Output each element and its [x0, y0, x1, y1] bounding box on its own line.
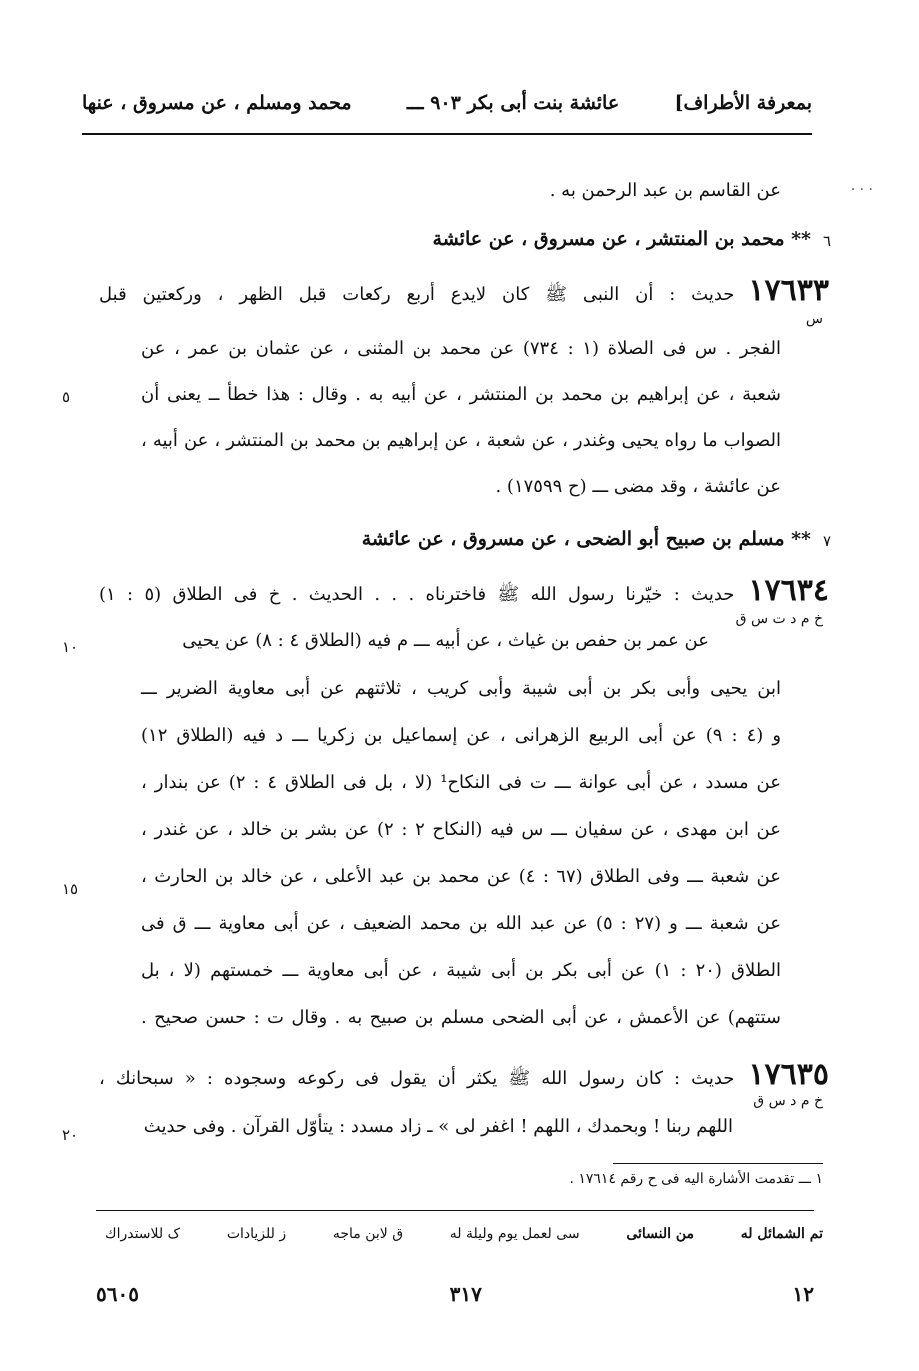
header-rule [82, 133, 812, 135]
text-line-1: عن القاسم بن عبد الرحمن به . [549, 180, 781, 201]
legend-item: سى لعمل يوم وليلة له [449, 1226, 580, 1242]
line-number-20: ٢٠ [62, 1126, 79, 1144]
header-middle: عائشة بنت أبى بكر ٩٠٣ ـــ [406, 92, 620, 114]
page-footer [96, 1282, 814, 1306]
text-line-12: عن شعبة ـــ و (٢٧ : ٥) عن عبد الله بن محمد الضعيف ، عن أبى معاوية ـــ ق فى [141, 913, 781, 934]
header-right: بمعرفة الأطراف] [674, 92, 812, 114]
hadith-text: حديث : كان رسول الله ﷺ يكثر أن يقول فى ركوعه وسجوده : « سبحانك ، [99, 1068, 735, 1089]
sigla-17633: س [805, 311, 823, 327]
footnote: ١ ـــ تقدمت الأشارة اليه فى ح رقم ١٧٦١٤ . [569, 1171, 823, 1187]
text-line-3: شعبة ، عن إبراهيم بن محمد بن المنتشر ، عن أبيه به . وقال : هذا خطأ ــ يعنى أن [141, 384, 781, 405]
section-number-6: ٦ [822, 232, 831, 250]
line-number-5: ٥ [62, 388, 71, 406]
text-line-13: الطلاق (٢٠ : ١) عن أبى بكر بن أبى شيبة ، عن أبى معاوية ـــ خمستهم (لا ، بل [141, 960, 782, 981]
text-line-8: و (٤ : ٩) عن أبى الربيع الزهرانى ، عن إسماعيل بن زكريا ـــ د فيه (الطلاق ١٢) [141, 725, 782, 746]
hadith-number: ١٧٦٣٣ [748, 273, 829, 308]
header-left: محمد ومسلم ، عن مسروق ، عنها [82, 92, 352, 114]
abbreviation-legend [105, 1226, 823, 1242]
sigla-17635: خ م د س ق [753, 1093, 823, 1109]
legend-item: ک للاستدراك [105, 1226, 181, 1242]
text-line-15: اللهم ربنا ! وبحمدك ، اللهم ! اغفر لى » ـ زاد مسدد : يتأوّل القرآن . وفى حديث [143, 1116, 733, 1137]
sigla-17634: خ م د ت س ق [735, 611, 823, 627]
text-line-2: الفجر . س فى الصلاة (١ : ٧٣٤) عن محمد بن المثنى ، عن عثمان بن عمر ، عن [141, 338, 781, 359]
footnote-rule [613, 1163, 823, 1164]
text-line-10: عن ابن مهدى ، عن سفيان ـــ س فيه (النكاح ٢ : ٢) عن بشر بن خالد ، عن غندر ، [141, 819, 782, 840]
line-number-15: ١٥ [62, 880, 79, 898]
hadith-text: حديث : خيّرنا رسول الله ﷺ فاخترناه . . . الحديث . خ فى الطلاق (٥ : ١) [99, 584, 735, 605]
hadith-text: حديث : أن النبى ﷺ كان لايدع أربع ركعات قبل الظهر ، وركعتين قبل [99, 284, 735, 305]
hadith-17634 [99, 573, 829, 608]
legend-rule [96, 1210, 814, 1211]
hadith-17635 [99, 1057, 829, 1092]
legend-item: تم الشمائل له [740, 1226, 823, 1242]
hadith-number: ١٧٦٣٥ [748, 1057, 829, 1092]
section-heading-7: ** مسلم بن صبيح أبو الضحى ، عن مسروق ، عن عائشة [361, 528, 811, 550]
text-line-5: عن عائشة ، وقد مضى ـــ (ح ١٧٥٩٩) . [495, 476, 781, 497]
text-line-7: ابن يحيى وأبى بكر بن أبى شيبة وأبى كريب ، ثلاثتهم عن أبى معاوية الضرير ـــ [141, 678, 781, 699]
legend-item: ز للزيادات [226, 1226, 287, 1242]
line-number-10: ١٠ [62, 638, 79, 656]
page-number: ٣١٧ [449, 1282, 482, 1306]
section-number-7: ٧ [822, 532, 831, 550]
text-line-14: ستتهم) عن الأعمش ، عن أبى الضحى مسلم بن صبيح به . وقال ت : حسن صحيح . [141, 1007, 781, 1028]
legend-item: ق لابن ماجه [332, 1226, 404, 1242]
text-line-9: عن مسدد ، عن أبى عوانة ـــ ت فى النكاح¹ (لا ، بل فى الطلاق ٤ : ٢) عن بندار ، [141, 772, 781, 793]
section-heading-6: ** محمد بن المنتشر ، عن مسروق ، عن عائشة [432, 228, 811, 250]
margin-dots: . . . [850, 178, 873, 194]
hadith-number: ١٧٦٣٤ [748, 573, 829, 608]
legend-item: من النسائى [626, 1226, 695, 1242]
volume-number: ١٢ [792, 1282, 814, 1306]
hadith-17633 [99, 273, 829, 308]
running-header [82, 92, 812, 114]
sequence-number: ٥٦٠٥ [96, 1282, 139, 1306]
text-line-4: الصواب ما رواه يحيى وغندر ، عن شعبة ، عن إبراهيم بن محمد بن المنتشر ، عن أبيه ، [141, 430, 781, 451]
text-line-6: عن عمر بن حفص بن غياث ، عن أبيه ـــ م فيه (الطلاق ٤ : ٨) عن يحيى [182, 630, 709, 651]
text-line-11: عن شعبة ـــ وفى الطلاق (٦٧ : ٤) عن محمد بن عبد الأعلى ، عن خالد بن الحارث ، [141, 866, 781, 887]
